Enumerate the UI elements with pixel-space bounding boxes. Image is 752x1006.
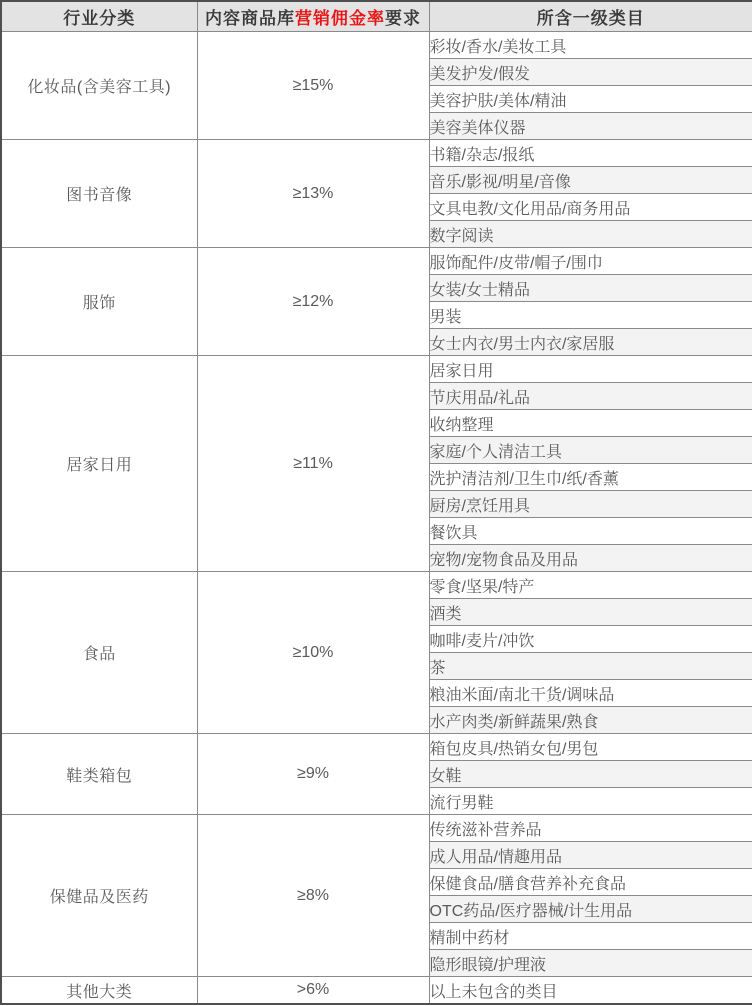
category-cell: 图书音像 — [1, 140, 197, 248]
category-cell: 服饰 — [1, 248, 197, 356]
subcategory-cell: 隐形眼镜/护理液 — [429, 950, 752, 977]
subcategory-cell: 零食/坚果/特产 — [429, 572, 752, 599]
subcategory-cell: 服饰配件/皮带/帽子/围巾 — [429, 248, 752, 275]
category-cell: 鞋类箱包 — [1, 734, 197, 815]
subcategory-cell: 宠物/宠物食品及用品 — [429, 545, 752, 572]
subcategory-cell: 居家日用 — [429, 356, 752, 383]
subcategory-cell: 女鞋 — [429, 761, 752, 788]
group-food — [1, 572, 752, 734]
group-cosmetics — [1, 32, 752, 140]
subcategory-cell: 美容美体仪器 — [429, 113, 752, 140]
group-apparel — [1, 248, 752, 356]
header-included-categories: 所含一级类目 — [429, 1, 752, 32]
table-row — [1, 815, 752, 842]
rate-cell: ≥8% — [197, 815, 429, 977]
subcategory-cell: 收纳整理 — [429, 410, 752, 437]
subcategory-cell: 家庭/个人清洁工具 — [429, 437, 752, 464]
subcategory-cell: 成人用品/情趣用品 — [429, 842, 752, 869]
category-cell: 其他大类 — [1, 977, 197, 1005]
subcategory-cell: 传统滋补营养品 — [429, 815, 752, 842]
group-books-audio — [1, 140, 752, 248]
subcategory-cell: 数字阅读 — [429, 221, 752, 248]
rate-cell: ≥13% — [197, 140, 429, 248]
table-row — [1, 32, 752, 59]
header-commission-highlight: 营销佣金率 — [295, 9, 385, 28]
subcategory-cell: 美容护肤/美体/精油 — [429, 86, 752, 113]
subcategory-cell: 以上未包含的类目 — [429, 977, 752, 1005]
rate-cell: ≥10% — [197, 572, 429, 734]
category-cell: 化妆品(含美容工具) — [1, 32, 197, 140]
subcategory-cell: 女士内衣/男士内衣/家居服 — [429, 329, 752, 356]
table-row — [1, 140, 752, 167]
subcategory-cell: 美发护发/假发 — [429, 59, 752, 86]
subcategory-cell: 茶 — [429, 653, 752, 680]
category-cell: 食品 — [1, 572, 197, 734]
subcategory-cell: 粮油米面/南北干货/调味品 — [429, 680, 752, 707]
rate-cell: ≥15% — [197, 32, 429, 140]
subcategory-cell: 彩妆/香水/美妆工具 — [429, 32, 752, 59]
header-row — [1, 1, 752, 32]
subcategory-cell: 保健食品/膳食营养补充食品 — [429, 869, 752, 896]
table-row — [1, 977, 752, 1005]
subcategory-cell: 酒类 — [429, 599, 752, 626]
subcategory-cell: 音乐/影视/明星/音像 — [429, 167, 752, 194]
subcategory-cell: 文具电教/文化用品/商务用品 — [429, 194, 752, 221]
table-row — [1, 248, 752, 275]
header-commission-suffix: 要求 — [385, 9, 421, 28]
subcategory-cell: OTC药品/医疗器械/计生用品 — [429, 896, 752, 923]
subcategory-cell: 厨房/烹饪用具 — [429, 491, 752, 518]
table-row — [1, 734, 752, 761]
rate-cell: >6% — [197, 977, 429, 1005]
subcategory-cell: 女装/女士精品 — [429, 275, 752, 302]
rate-cell: ≥9% — [197, 734, 429, 815]
table-row — [1, 356, 752, 383]
subcategory-cell: 流行男鞋 — [429, 788, 752, 815]
subcategory-cell: 男装 — [429, 302, 752, 329]
group-shoes-bags — [1, 734, 752, 815]
rate-cell: ≥12% — [197, 248, 429, 356]
subcategory-cell: 箱包皮具/热销女包/男包 — [429, 734, 752, 761]
group-other — [1, 977, 752, 1005]
category-cell: 居家日用 — [1, 356, 197, 572]
subcategory-cell: 水产肉类/新鲜蔬果/熟食 — [429, 707, 752, 734]
subcategory-cell: 精制中药材 — [429, 923, 752, 950]
subcategory-cell: 书籍/杂志/报纸 — [429, 140, 752, 167]
category-cell: 保健品及医药 — [1, 815, 197, 977]
header-commission-rate — [197, 1, 429, 32]
subcategory-cell: 餐饮具 — [429, 518, 752, 545]
subcategory-cell: 节庆用品/礼品 — [429, 383, 752, 410]
group-health-medicine — [1, 815, 752, 977]
subcategory-cell: 洗护清洁剂/卫生巾/纸/香薰 — [429, 464, 752, 491]
subcategory-cell: 咖啡/麦片/冲饮 — [429, 626, 752, 653]
table-row — [1, 572, 752, 599]
rate-cell: ≥11% — [197, 356, 429, 572]
header-industry-category: 行业分类 — [1, 1, 197, 32]
header-commission-prefix: 内容商品库 — [205, 9, 295, 28]
group-home-daily — [1, 356, 752, 572]
